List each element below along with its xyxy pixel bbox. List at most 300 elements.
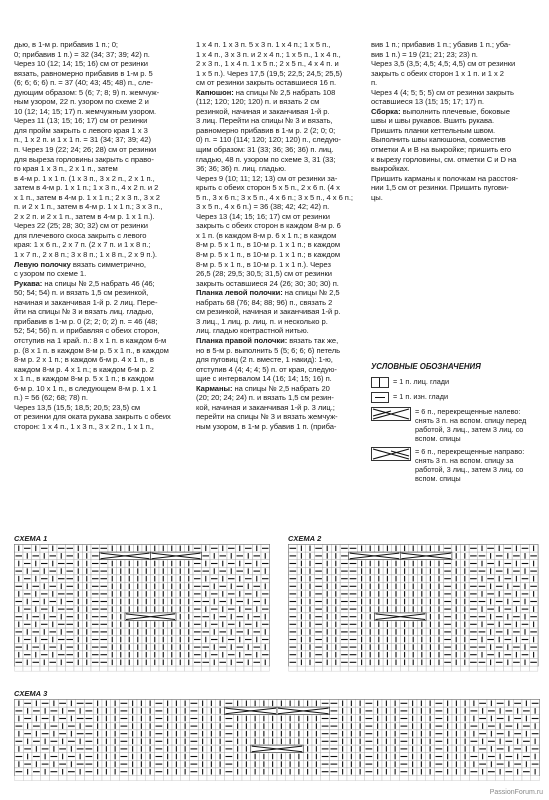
chart-cell <box>504 560 513 568</box>
chart-cell <box>443 659 452 667</box>
chart-cell <box>338 730 347 738</box>
chart-cell <box>49 643 58 651</box>
chart-cell <box>198 760 207 768</box>
chart-cell <box>125 560 134 568</box>
chart-cell <box>303 700 312 708</box>
chart-cell <box>23 567 32 575</box>
chart-cell <box>41 722 50 730</box>
chart-cell <box>181 722 190 730</box>
chart-cell <box>202 613 211 621</box>
chart-cell <box>125 605 134 613</box>
chart-cell <box>261 636 270 644</box>
chart-cell <box>297 628 306 636</box>
chart-cell <box>66 552 75 560</box>
chart-cell <box>128 700 137 708</box>
chart-cell <box>373 722 382 730</box>
chart-cell <box>100 590 109 598</box>
chart-cell <box>40 605 49 613</box>
chart-cell <box>349 628 358 636</box>
chart-cell <box>375 598 384 606</box>
chart-cell <box>382 707 391 715</box>
chart-cell <box>185 613 194 621</box>
chart-cell <box>23 715 32 723</box>
chart-cell <box>321 760 330 768</box>
chart-cell <box>23 643 32 651</box>
chart-cell <box>340 575 349 583</box>
chart-cell <box>23 552 32 560</box>
chart-cell <box>85 738 94 746</box>
chart-cell <box>332 613 341 621</box>
chart-cell <box>15 768 24 776</box>
text-line: дью, в 1-м р. прибавив 1 п.; 0; <box>14 40 118 49</box>
chart-cell <box>74 567 83 575</box>
chart-cell <box>202 628 211 636</box>
chart-cell <box>219 575 228 583</box>
chart-cell <box>236 613 245 621</box>
chart-cell <box>102 722 111 730</box>
chart-cell <box>426 738 435 746</box>
chart-cell <box>32 621 41 629</box>
chart-cell <box>365 722 374 730</box>
chart-cell <box>261 628 270 636</box>
chart-cell <box>225 760 234 768</box>
chart-cell <box>172 768 181 776</box>
chart-cell <box>236 659 245 667</box>
chart-cell <box>66 590 75 598</box>
chart-cell <box>190 738 199 746</box>
chart-cell <box>142 651 151 659</box>
chart-cell <box>32 722 41 730</box>
chart-cell <box>91 583 100 591</box>
chart-cell <box>155 768 164 776</box>
chart-cell <box>85 722 94 730</box>
chart-cell <box>219 605 228 613</box>
chart-cell <box>108 636 117 644</box>
chart-cell <box>76 760 85 768</box>
chart-cell <box>210 583 219 591</box>
chart-cell <box>151 636 160 644</box>
chart-cell <box>338 753 347 761</box>
chart-cell <box>193 583 202 591</box>
chart-cell <box>303 753 312 761</box>
chart-cell <box>151 643 160 651</box>
chart-cell <box>365 730 374 738</box>
chart-cell <box>289 560 298 568</box>
chart-cell <box>261 567 270 575</box>
chart-cell <box>236 605 245 613</box>
text-line: для пуговиц (2 п. вместе, 1 накид): 1-ю, <box>196 355 333 365</box>
chart-cell <box>382 738 391 746</box>
chart-cell <box>74 643 83 651</box>
chart-cell <box>244 583 253 591</box>
chart-cell <box>495 567 504 575</box>
chart-cell <box>58 707 67 715</box>
chart-cell <box>32 768 41 776</box>
chart-cell <box>83 651 92 659</box>
chart-cell <box>227 560 236 568</box>
chart-cell <box>227 659 236 667</box>
chart-cell <box>392 590 401 598</box>
chart-cell <box>321 745 330 753</box>
chart-cell <box>469 598 478 606</box>
purl-symbol-icon <box>371 392 389 403</box>
chart-cell <box>487 745 496 753</box>
chart-cell <box>185 605 194 613</box>
chart-cell <box>306 598 315 606</box>
chart-cell <box>190 760 199 768</box>
chart-cell <box>443 621 452 629</box>
chart-cell <box>32 567 41 575</box>
chart-cell <box>146 707 155 715</box>
chart-cell <box>172 722 181 730</box>
chart-cell <box>117 628 126 636</box>
chart-cell <box>321 700 330 708</box>
chart-cell <box>495 560 504 568</box>
chart-cell <box>400 738 409 746</box>
chart-cell <box>297 605 306 613</box>
chart-cell <box>128 715 137 723</box>
chart-cell <box>216 707 225 715</box>
chart-cell <box>332 643 341 651</box>
chart-cell <box>134 651 143 659</box>
chart-cell <box>512 583 521 591</box>
chart-cell <box>111 753 120 761</box>
chart-cell <box>193 628 202 636</box>
chart-cell <box>85 700 94 708</box>
chart-cell <box>207 722 216 730</box>
chart-cell <box>470 715 479 723</box>
chart-cell <box>260 700 269 708</box>
text-line: Через 13,5 (15,5; 18,5; 20,5; 23,5) см <box>14 402 141 412</box>
chart-cell <box>210 651 219 659</box>
chart-cell <box>216 768 225 776</box>
chart-cell <box>478 583 487 591</box>
chart-cell <box>117 583 126 591</box>
chart-cell <box>66 545 75 553</box>
chart-cell <box>392 659 401 667</box>
chart-cell <box>408 730 417 738</box>
chart-cell <box>176 605 185 613</box>
chart-cell <box>496 722 505 730</box>
chart-cell <box>251 715 260 723</box>
chart-cell <box>32 715 41 723</box>
chart-cell <box>391 760 400 768</box>
chart-cell <box>495 659 504 667</box>
chart-cell <box>102 738 111 746</box>
chart-cell <box>289 605 298 613</box>
chart-cell <box>323 643 332 651</box>
chart-cell <box>193 651 202 659</box>
text-line: лиц. гладью контрастной нитью. <box>196 326 309 336</box>
text-line: (20; 20; 24; 24) п. и вязать 1,5 см резин- <box>196 393 334 403</box>
chart-cell <box>443 545 452 553</box>
chart-cell <box>83 590 92 598</box>
text-line: Капюшон: на спицы № 2,5 набрать 108 <box>196 87 336 97</box>
chart-cell <box>443 613 452 621</box>
chart-cell <box>522 730 531 738</box>
chart-cell <box>50 715 59 723</box>
chart-cell <box>15 598 24 606</box>
chart-cell <box>392 621 401 629</box>
chart-cell <box>15 722 24 730</box>
chart-cell <box>349 560 358 568</box>
chart-cell <box>383 621 392 629</box>
chart-cell <box>244 621 253 629</box>
chart-cell <box>365 760 374 768</box>
chart-cell <box>461 738 470 746</box>
chart-cell <box>375 621 384 629</box>
chart-cell <box>233 715 242 723</box>
text-line: гладью, 48 п. узором по схеме 3, 31 (33; <box>196 154 336 164</box>
chart-cell <box>146 768 155 776</box>
chart-cell <box>125 621 134 629</box>
chart-cell <box>159 651 168 659</box>
chart-cell <box>57 643 66 651</box>
chart-cell <box>297 590 306 598</box>
chart-cell <box>172 730 181 738</box>
chart-cell <box>253 605 262 613</box>
chart-cell <box>443 628 452 636</box>
chart-cell <box>375 560 384 568</box>
chart-cell <box>225 738 234 746</box>
chart-cell <box>227 628 236 636</box>
chart-cell <box>236 545 245 553</box>
text-column-1 <box>14 40 192 431</box>
chart-cell <box>23 768 32 776</box>
chart-cell <box>418 636 427 644</box>
chart-cell <box>409 643 418 651</box>
chart-cell <box>529 636 538 644</box>
chart-cell <box>159 545 168 553</box>
chart-cell <box>382 730 391 738</box>
chart-cell <box>349 659 358 667</box>
chart-cell <box>244 643 253 651</box>
chart-cell <box>452 590 461 598</box>
text-line: (112; 120; 120; 120) п. и вязать 2 см <box>196 97 320 107</box>
chart-cell <box>50 760 59 768</box>
chart-cell <box>469 628 478 636</box>
chart-cell <box>15 628 24 636</box>
chart-cell <box>227 545 236 553</box>
chart-cell <box>306 583 315 591</box>
chart-cell <box>443 575 452 583</box>
chart-cell <box>347 738 356 746</box>
chart-cell <box>443 598 452 606</box>
chart-cell <box>289 651 298 659</box>
text-line: начиная и заканчивая 1-й р. 2 лиц. Пере- <box>14 297 158 307</box>
chart-cell <box>330 753 339 761</box>
chart-cell <box>486 552 495 560</box>
chart-cell <box>409 590 418 598</box>
chart-cell <box>219 613 228 621</box>
chart-cell <box>383 590 392 598</box>
chart-cell <box>330 722 339 730</box>
chart-cell <box>529 643 538 651</box>
chart-cell <box>93 722 102 730</box>
chart-cell <box>461 636 470 644</box>
text-line: ным узором, в 1-м р. убавив 1 п. (приба- <box>196 421 337 431</box>
chart-cell <box>323 659 332 667</box>
chart-cell <box>486 643 495 651</box>
chart-cell <box>505 768 514 776</box>
chart-cell <box>159 659 168 667</box>
chart-cell <box>323 636 332 644</box>
chart-cell <box>418 590 427 598</box>
chart-cell <box>236 590 245 598</box>
chart-cell <box>470 707 479 715</box>
chart-cell <box>321 768 330 776</box>
chart-cell <box>253 628 262 636</box>
chart-cell <box>120 715 129 723</box>
chart-cell <box>408 707 417 715</box>
chart-cell <box>251 738 260 746</box>
chart-cell <box>504 575 513 583</box>
chart-cell <box>151 628 160 636</box>
chart-cell <box>142 628 151 636</box>
chart-cell <box>15 567 24 575</box>
chart-cell <box>23 545 32 553</box>
chart-cell <box>108 567 117 575</box>
chart-cell <box>57 560 66 568</box>
chart-cell <box>176 545 185 553</box>
chart-cell <box>142 567 151 575</box>
chart-cell <box>91 613 100 621</box>
chart-cell <box>418 567 427 575</box>
chart-cell <box>522 722 531 730</box>
chart-cell <box>67 715 76 723</box>
chart-cell <box>57 613 66 621</box>
chart-cell <box>50 738 59 746</box>
chart-cell <box>408 768 417 776</box>
chart-cell <box>400 707 409 715</box>
chart-cell <box>426 651 435 659</box>
chart-cell <box>504 643 513 651</box>
chart-cell <box>193 567 202 575</box>
chart-cell <box>23 613 32 621</box>
chart-cell <box>495 613 504 621</box>
chart-cell <box>83 613 92 621</box>
chart-cell <box>295 753 304 761</box>
chart-cell <box>392 575 401 583</box>
chart-cell <box>219 651 228 659</box>
chart-cell <box>185 621 194 629</box>
text-line: п., 1 х 2 п. и 1 х 1 п. = 31 (34; 37; 39; 42) <box>14 135 151 145</box>
text-line: перейти на спицы № 3 и вязать жемчуж- <box>196 412 338 422</box>
chart-cell <box>400 700 409 708</box>
schema-3-grid <box>14 699 541 785</box>
chart-cell <box>478 613 487 621</box>
chart-cell <box>383 605 392 613</box>
chart-cell <box>357 636 366 644</box>
chart-cell <box>435 643 444 651</box>
text-line: в 4-м р. 1 х 1 п. (1 х 3 п., 3 х 2 п., 2 х 1 п., <box>14 173 155 183</box>
chart-cell <box>102 730 111 738</box>
chart-cell <box>461 590 470 598</box>
chart-cell <box>486 613 495 621</box>
chart-cell <box>332 598 341 606</box>
chart-cell <box>159 567 168 575</box>
chart-cell <box>286 738 295 746</box>
text-line: щим образом: 31 (33; 36; 36; 36) п. лиц. <box>196 145 334 155</box>
chart-cell <box>244 552 253 560</box>
chart-cell <box>74 636 83 644</box>
chart-cell <box>409 575 418 583</box>
chart-cell <box>314 651 323 659</box>
chart-cell <box>513 745 522 753</box>
chart-cell <box>478 567 487 575</box>
chart-cell <box>338 700 347 708</box>
chart-cell <box>478 760 487 768</box>
chart-cell <box>486 636 495 644</box>
chart-cell <box>219 621 228 629</box>
chart-cell <box>251 722 260 730</box>
chart-cell <box>23 598 32 606</box>
chart-cell <box>512 613 521 621</box>
chart-cell <box>193 636 202 644</box>
chart-cell <box>155 722 164 730</box>
chart-cell <box>426 605 435 613</box>
text-line: р. (8 х 1 п. в каждом 8-м р. 5 х 1 п., в каждом <box>14 345 169 355</box>
chart-cell <box>435 700 444 708</box>
chart-cell <box>330 700 339 708</box>
chart-cell <box>93 700 102 708</box>
chart-cell <box>117 613 126 621</box>
chart-cell <box>529 545 538 553</box>
chart-cell <box>100 598 109 606</box>
chart-cell <box>392 628 401 636</box>
chart-cell <box>155 738 164 746</box>
chart-cell <box>522 753 531 761</box>
chart-cell <box>268 722 277 730</box>
chart-cell <box>176 567 185 575</box>
chart-cell <box>461 722 470 730</box>
chart-cell <box>461 730 470 738</box>
chart-cell <box>40 583 49 591</box>
chart-cell <box>111 738 120 746</box>
chart-cell <box>332 621 341 629</box>
chart-cell <box>49 621 58 629</box>
chart-cell <box>15 605 24 613</box>
chart-cell <box>181 753 190 761</box>
chart-cell <box>289 613 298 621</box>
chart-cell <box>286 700 295 708</box>
chart-cell <box>495 643 504 651</box>
chart-cell <box>102 745 111 753</box>
chart-cell <box>108 590 117 598</box>
chart-cell <box>244 651 253 659</box>
chart-cell <box>495 651 504 659</box>
text-line: нии 1,5 см от резинки. Пришить пугови- <box>371 183 509 193</box>
chart-cell <box>357 651 366 659</box>
chart-cell <box>409 659 418 667</box>
chart-cell <box>125 659 134 667</box>
chart-cell <box>323 545 332 553</box>
chart-cell <box>155 700 164 708</box>
chart-cell <box>66 659 75 667</box>
chart-cell <box>185 659 194 667</box>
text-line: го края 1 х 3 п., 2 х 1 п., затем <box>14 164 118 174</box>
chart-cell <box>120 722 129 730</box>
text-line: Карманы: на спицы № 2,5 набрать 20 <box>196 383 330 393</box>
chart-cell <box>529 598 538 606</box>
chart-cell <box>134 583 143 591</box>
chart-cell <box>120 738 129 746</box>
chart-cell <box>32 707 41 715</box>
chart-cell <box>207 715 216 723</box>
chart-cell <box>40 552 49 560</box>
chart-cell <box>151 621 160 629</box>
chart-cell <box>111 707 120 715</box>
